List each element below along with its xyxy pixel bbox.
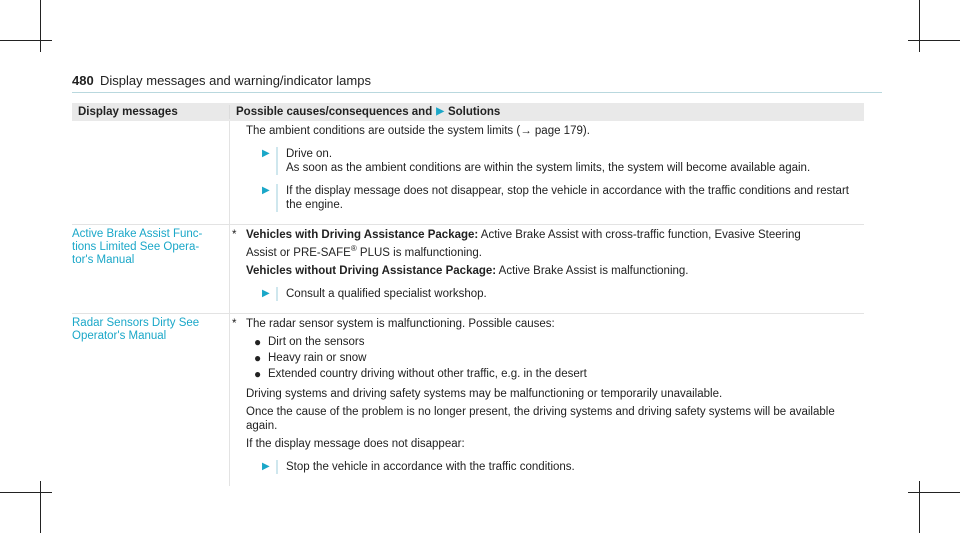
- crop-mark: [908, 492, 960, 493]
- bold-label: Vehicles without Driving Assistance Package:: [246, 264, 497, 277]
- cause-text: [232, 317, 864, 331]
- action-bar: [276, 147, 278, 175]
- crop-mark: [919, 0, 920, 52]
- header-rule: [72, 92, 882, 93]
- play-arrow-icon: ▶: [262, 287, 270, 299]
- list-item: [254, 367, 864, 381]
- play-arrow-icon: ▶: [262, 185, 270, 196]
- col-header-messages: Display messages: [78, 106, 178, 118]
- action-step: [262, 287, 864, 301]
- cause-text: Driving systems and driving safety systems may be malfunctioning or temporarily unavailable.: [246, 387, 723, 400]
- bullet-icon: ●: [254, 366, 262, 381]
- cause-text: [246, 264, 864, 278]
- bullet-icon: ●: [254, 334, 262, 349]
- bold-label: Vehicles with Driving Assistance Package:: [246, 229, 479, 241]
- cause-text: [246, 242, 864, 260]
- table-row: [72, 225, 864, 314]
- messages-table: [72, 103, 864, 486]
- cause-text-part: Active Brake Assist is malfunctioning.: [496, 264, 689, 277]
- crop-mark: [0, 492, 52, 493]
- cause-text-part: PLUS is malfunctioning.: [356, 246, 483, 259]
- page-title: Display messages and warning/indicator lamps: [100, 73, 371, 88]
- bullet-icon: ●: [254, 350, 262, 365]
- action-text: the engine.: [286, 199, 343, 211]
- list-item-text: Dirt on the sensors: [268, 335, 365, 348]
- page-number: 480: [72, 73, 94, 88]
- list-item-text: Extended country driving without other traffic, e.g. in the desert: [268, 367, 587, 380]
- action-step: [262, 147, 864, 175]
- action-step: [262, 184, 864, 212]
- list-item: [254, 351, 864, 365]
- cause-text-part: Assist or PRE-SAFE: [246, 246, 351, 259]
- solution-cell: [229, 314, 864, 486]
- play-arrow-icon: ▶: [262, 148, 270, 159]
- table-header: [72, 103, 864, 121]
- crop-mark: [40, 0, 41, 52]
- solution-cell: [229, 225, 864, 313]
- footnote-star: *: [232, 317, 237, 330]
- action-text: If the display message does not disappear, stop the vehicle in accordance with the traffic conditions and restart: [286, 185, 849, 197]
- play-arrow-icon: ▶: [436, 106, 444, 117]
- action-bar: [276, 287, 278, 301]
- cause-text: [232, 228, 864, 242]
- table-row: [72, 121, 864, 225]
- display-message-abs: Active Brake Assist Func- tions Limited See Opera- tor's Manual: [72, 228, 203, 266]
- col-header-solutions-label: Solutions: [447, 106, 501, 118]
- cause-text: The ambient conditions are outside the system limits (→ page 179).: [246, 125, 590, 137]
- cause-text: If the display message does not disappear:: [246, 437, 465, 450]
- list-item: [254, 335, 864, 349]
- action-text: As soon as the ambient conditions are within the system limits, the system will become available again.: [286, 162, 811, 174]
- crop-mark: [0, 40, 52, 41]
- crop-mark: [908, 40, 960, 41]
- cause-text-part: Active Brake Assist with cross-traffic function, Evasive Steering: [478, 229, 801, 241]
- footnote-star: *: [232, 229, 237, 241]
- cause-text-part: The radar sensor system is malfunctioning. Possible causes:: [246, 317, 555, 330]
- crop-mark: [40, 481, 41, 533]
- action-step: [262, 460, 864, 474]
- crop-mark: [919, 481, 920, 533]
- play-arrow-icon: ▶: [262, 460, 270, 472]
- table-row: [72, 314, 864, 486]
- action-text: Stop the vehicle in accordance with the traffic conditions.: [286, 460, 575, 473]
- action-text: Consult a qualified specialist workshop.: [286, 287, 487, 300]
- col-header-causes-label: Possible causes/consequences and: [236, 106, 433, 118]
- list-item-text: Heavy rain or snow: [268, 351, 367, 364]
- action-text: Drive on.: [286, 148, 333, 160]
- action-bar: [276, 460, 278, 474]
- display-message: [72, 121, 229, 224]
- registered-mark: ®: [350, 244, 357, 253]
- display-message-radar: Radar Sensors Dirty See Operator's Manual: [72, 316, 200, 342]
- action-bar: [276, 184, 278, 212]
- solution-cell: [229, 121, 864, 224]
- col-header-causes: [229, 105, 864, 119]
- cause-text: Once the cause of the problem is no longer present, the driving systems and driving safety systems will be available again.: [246, 405, 835, 432]
